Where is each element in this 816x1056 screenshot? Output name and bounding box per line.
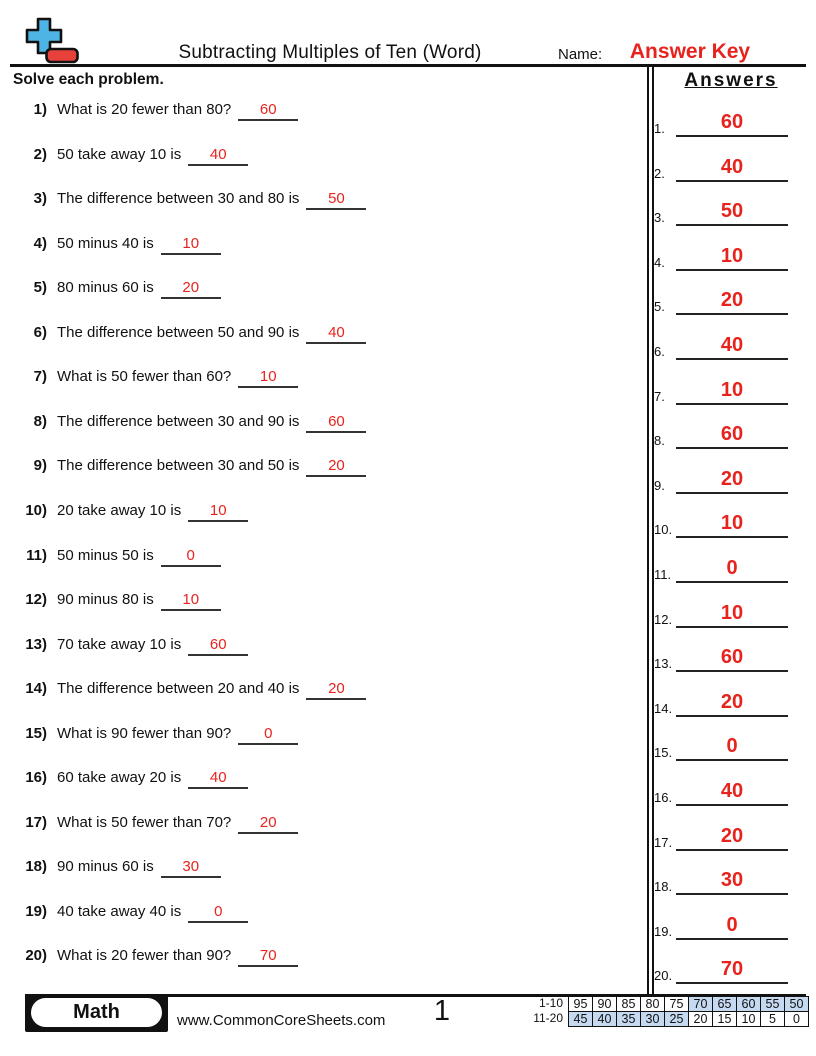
answer-row: [654, 733, 814, 761]
problem-row: [13, 903, 248, 923]
problem-number: 20): [25, 947, 47, 965]
answer-number: 19.: [654, 923, 673, 939]
problem-answer-blank: 40: [188, 146, 248, 166]
answer-row: [654, 421, 814, 449]
answer-number: 4.: [654, 254, 665, 270]
problem-number: 4): [33, 234, 47, 252]
answer-number: 3.: [654, 210, 665, 226]
problem-row: [13, 101, 298, 121]
answer-row: [654, 689, 814, 717]
problem-number: 18): [25, 858, 47, 876]
problem-text: 50 minus 40 is: [57, 234, 154, 252]
answer-row: [654, 287, 814, 315]
answer-value: 40: [676, 332, 788, 360]
answer-value: 20: [676, 466, 788, 494]
answer-row: [654, 778, 814, 806]
problem-text: 90 minus 80 is: [57, 591, 154, 609]
problem-text: 20 take away 10 is: [57, 501, 182, 519]
name-label: Name:: [558, 46, 603, 63]
answer-number: 20.: [654, 968, 673, 984]
problem-text: 50 take away 10 is: [57, 145, 182, 163]
page-title: Subtracting Multiples of Ten (Word): [178, 42, 482, 63]
answers-panel: [654, 70, 814, 984]
problem-row: [13, 368, 298, 388]
problem-number: 19): [25, 902, 47, 920]
problem-number: 9): [33, 457, 47, 475]
problem-answer-blank: 10: [161, 591, 221, 611]
answer-number: 11.: [654, 567, 672, 582]
problem-number: 15): [25, 724, 47, 742]
answer-row: [654, 823, 814, 851]
answer-number: 16.: [654, 790, 673, 805]
answer-value: 10: [676, 377, 788, 405]
problem-number: 13): [25, 635, 47, 653]
problem-text: The difference between 30 and 80 is: [57, 190, 300, 208]
answer-value: 40: [676, 154, 788, 182]
problem-row: [13, 279, 221, 299]
problem-text: 90 minus 60 is: [57, 858, 154, 876]
score-row: [527, 996, 809, 1012]
problem-number: 1): [33, 101, 47, 118]
answer-value: 20: [676, 287, 788, 315]
problem-text: What is 90 fewer than 90?: [57, 724, 232, 742]
score-cell: 70: [688, 996, 713, 1012]
answers-divider: [647, 67, 654, 995]
problem-answer-blank: 20: [306, 680, 366, 700]
problem-row: [13, 680, 366, 700]
answer-row: [654, 555, 814, 583]
answer-number: 2.: [654, 165, 665, 181]
problem-text: 40 take away 40 is: [57, 902, 182, 920]
problem-text: The difference between 30 and 50 is: [57, 457, 300, 475]
problem-text: What is 50 fewer than 70?: [57, 813, 232, 831]
problem-row: [13, 190, 366, 210]
problem-text: The difference between 30 and 90 is: [57, 412, 300, 430]
answer-value: 0: [676, 555, 788, 583]
answer-value: 10: [676, 243, 788, 271]
answer-row: [654, 198, 814, 226]
answer-number: 17.: [654, 834, 673, 850]
problem-text: 60 take away 20 is: [57, 769, 182, 787]
answer-row: [654, 109, 814, 137]
answer-number: 10.: [654, 522, 673, 538]
problem-number: 17): [25, 813, 47, 831]
problem-answer-blank: 60: [238, 101, 298, 121]
problem-answer-blank: 10: [238, 368, 298, 388]
problem-text: 80 minus 60 is: [57, 279, 154, 297]
score-cell: 85: [616, 996, 641, 1012]
problem-row: [13, 457, 366, 477]
problem-answer-blank: 50: [306, 190, 366, 210]
problem-answer-blank: 0: [161, 547, 221, 567]
answer-number: 6.: [654, 344, 665, 359]
answers-title: Answers: [684, 70, 778, 91]
answer-number: 15.: [654, 745, 673, 761]
score-cell: 35: [616, 1011, 641, 1027]
answer-row: [654, 243, 814, 271]
answer-value: 10: [676, 510, 788, 538]
score-cell: 20: [688, 1011, 713, 1027]
problem-row: [13, 636, 248, 656]
problem-answer-blank: 30: [161, 858, 221, 878]
score-row: [527, 1011, 809, 1027]
problem-answer-blank: 40: [188, 769, 248, 789]
problem-number: 6): [33, 323, 47, 341]
problem-row: [13, 324, 366, 344]
answer-number: 12.: [654, 611, 673, 627]
problem-number: 5): [33, 279, 47, 297]
problem-answer-blank: 70: [238, 947, 298, 967]
score-cell: 45: [568, 1011, 593, 1027]
answer-value: 0: [676, 912, 788, 940]
answer-row: [654, 644, 814, 672]
problem-answer-blank: 10: [188, 502, 248, 522]
problem-row: [13, 547, 221, 567]
problem-number: 16): [25, 769, 47, 787]
answer-row: [654, 912, 814, 940]
answer-number: 13.: [654, 656, 673, 672]
answer-row: [654, 600, 814, 628]
answer-row: [654, 956, 814, 984]
problem-text: 70 take away 10 is: [57, 635, 182, 653]
problem-row: [13, 235, 221, 255]
problem-number: 11): [26, 546, 47, 564]
score-cell: 95: [568, 996, 593, 1012]
score-table: [527, 996, 809, 1027]
problem-text: 50 minus 50 is: [57, 546, 154, 564]
problem-answer-blank: 0: [188, 903, 248, 923]
answer-row: [654, 154, 814, 182]
problem-row: [13, 769, 248, 789]
name-value-answer-key: Answer Key: [629, 40, 751, 63]
answer-number: 18.: [654, 879, 673, 895]
score-cell: 10: [736, 1011, 761, 1027]
answer-number: 5.: [654, 299, 665, 315]
problem-row: [13, 502, 248, 522]
problem-text: What is 20 fewer than 80?: [57, 101, 232, 118]
answer-row: [654, 867, 814, 895]
score-cell: 75: [664, 996, 689, 1012]
problem-number: 8): [33, 412, 47, 430]
answer-number: 14.: [654, 700, 673, 716]
problem-row: [13, 591, 221, 611]
score-row-label: 11-20: [533, 1011, 563, 1025]
problem-number: 2): [33, 145, 47, 163]
score-cell: 60: [736, 996, 761, 1012]
score-cell: 40: [592, 1011, 617, 1027]
page-number: 1: [433, 995, 451, 1027]
score-cell: 5: [760, 1011, 785, 1027]
problem-answer-blank: 20: [306, 457, 366, 477]
score-cell: 30: [640, 1011, 665, 1027]
subject-badge: [25, 994, 168, 1032]
problem-text: The difference between 50 and 90 is: [57, 323, 300, 341]
answer-number: 9.: [654, 477, 665, 493]
problem-answer-blank: 60: [188, 636, 248, 656]
answer-value: 0: [676, 733, 788, 761]
problem-answer-blank: 20: [161, 279, 221, 299]
problem-text: What is 20 fewer than 90?: [57, 947, 232, 965]
problem-row: [13, 146, 248, 166]
answer-number: 8.: [654, 433, 665, 449]
problem-answer-blank: 20: [238, 814, 298, 834]
problem-answer-blank: 60: [306, 413, 366, 433]
score-cell: 50: [784, 996, 809, 1012]
problem-answer-blank: 10: [161, 235, 221, 255]
instructions: Solve each problem.: [13, 71, 164, 88]
problem-text: What is 50 fewer than 60?: [57, 368, 232, 386]
answer-row: [654, 377, 814, 405]
score-cell: 0: [784, 1011, 809, 1027]
problem-row: [13, 413, 366, 433]
answer-row: [654, 332, 814, 360]
answer-row: [654, 510, 814, 538]
subject-label: Math: [31, 998, 162, 1027]
answer-value: 20: [676, 689, 788, 717]
answer-number: 1.: [654, 121, 665, 136]
problem-number: 14): [25, 680, 47, 698]
problem-answer-blank: 40: [306, 324, 366, 344]
answer-row: [654, 466, 814, 494]
problem-text: The difference between 20 and 40 is: [57, 680, 300, 698]
answer-value: 70: [676, 956, 788, 984]
problem-number: 3): [33, 190, 47, 208]
answer-value: 10: [676, 600, 788, 628]
problem-number: 7): [33, 368, 47, 386]
problem-row: [13, 814, 298, 834]
answer-number: 7.: [654, 388, 665, 404]
answer-value: 60: [676, 644, 788, 672]
problem-number: 10): [25, 501, 47, 519]
answer-value: 60: [676, 109, 788, 137]
score-cell: 55: [760, 996, 785, 1012]
answer-value: 30: [676, 867, 788, 895]
score-row-label: 1-10: [538, 996, 563, 1010]
answer-value: 40: [676, 778, 788, 806]
score-cell: 25: [664, 1011, 689, 1027]
problem-row: [13, 858, 221, 878]
score-cell: 90: [592, 996, 617, 1012]
answer-value: 20: [676, 823, 788, 851]
answer-value: 50: [676, 198, 788, 226]
score-cell: 80: [640, 996, 665, 1012]
problem-row: [13, 947, 298, 967]
problem-number: 12): [25, 591, 47, 609]
answer-value: 60: [676, 421, 788, 449]
score-cell: 15: [712, 1011, 737, 1027]
problem-answer-blank: 0: [238, 725, 298, 745]
score-cell: 65: [712, 996, 737, 1012]
problem-row: [13, 725, 298, 745]
website-link[interactable]: www.CommonCoreSheets.com: [177, 1012, 386, 1029]
